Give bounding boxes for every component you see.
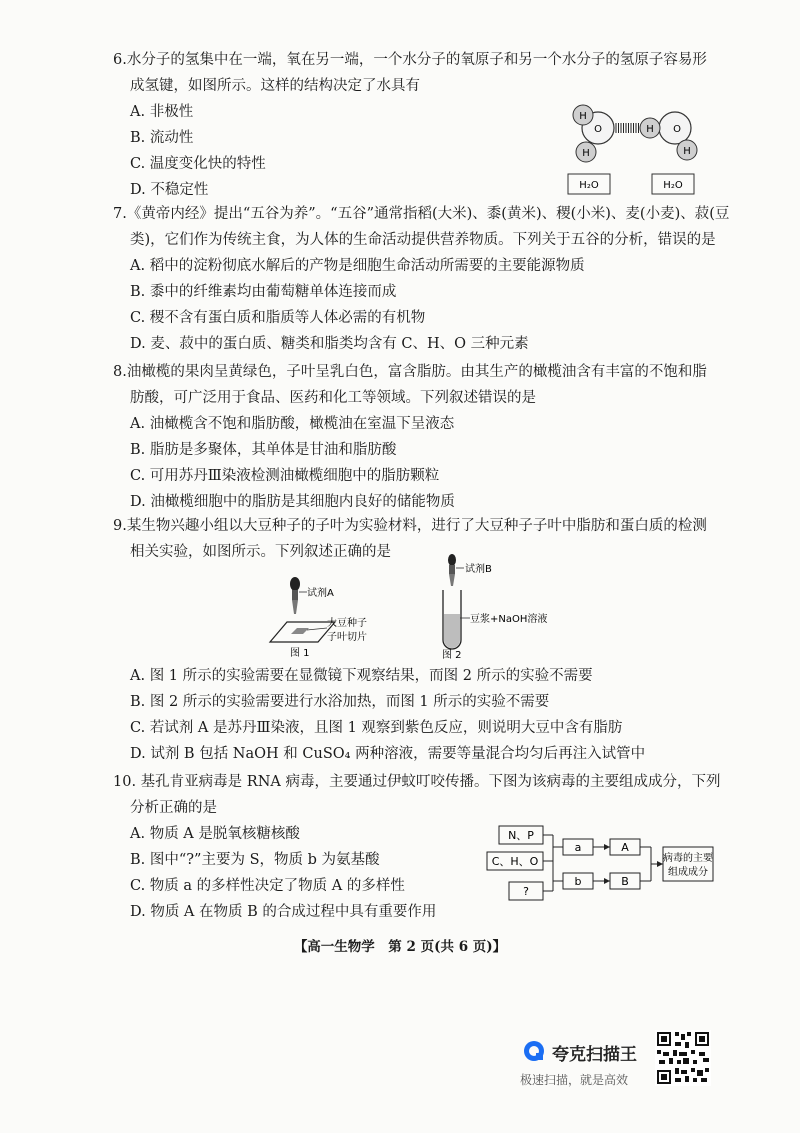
q10-option-d: D. 物质 A 在物质 B 的合成过程中具有重要作用 [130, 904, 437, 920]
q9-fig1-sample-line2: 子叶切片 [327, 632, 367, 643]
q10-option-b: B. 图中“?”主要为 S，物质 b 为氨基酸 [130, 852, 380, 868]
q8-stem-line1: 8.油橄榄的果肉呈黄绿色，子叶呈乳白色，富含脂肪。由其生产的橄榄油含有丰富的不饱和脂 [113, 364, 707, 380]
q8-option-c: C. 可用苏丹Ⅲ染液检测油橄榄细胞中的脂肪颗粒 [130, 468, 440, 484]
q8-option-b: B. 脂肪是多聚体，其单体是甘油和脂肪酸 [130, 442, 397, 458]
q10-box-np: N、P [508, 829, 534, 842]
q9-fig2-reagent-label: 试剂B [465, 564, 492, 575]
q9-fig2-sample-label: 豆浆+NaOH溶液 [470, 614, 548, 625]
q7-stem-line1: 7.《黄帝内经》提出“五谷为养”。“五谷”通常指稻(大米)、黍(黄米)、稷(小米)、麦(小麦)、菽(豆 [113, 206, 730, 222]
q9-fig1-sample-line1: 大豆种子 [327, 618, 367, 629]
q10-box-result-line1: 病毒的主要 [663, 853, 713, 864]
brand-slogan: 极速扫描，就是高效 [520, 1073, 629, 1087]
q8-option-a: A. 油橄榄含不饱和脂肪酸，橄榄油在室温下呈液态 [130, 416, 455, 432]
q9-figure-2 [430, 552, 590, 662]
q8-option-d: D. 油橄榄细胞中的脂肪是其细胞内良好的储能物质 [130, 494, 455, 510]
q9-option-c: C. 若试剂 A 是苏丹Ⅲ染液，且图 1 观察到紫色反应，则说明大豆中含有脂肪 [130, 720, 623, 736]
q10-box-question: ? [523, 885, 529, 898]
q10-option-a: A. 物质 A 是脱氧核糖核酸 [130, 826, 300, 842]
q6-oxygen-right: O [673, 124, 681, 135]
q6-label-right: H₂O [663, 180, 683, 191]
q7-option-c: C. 稷不含有蛋白质和脂质等人体必需的有机物 [130, 310, 426, 326]
q10-box-small-a: a [574, 841, 582, 854]
q10-stem-line1: 10. 基孔肯亚病毒是 RNA 病毒，主要通过伊蚊叮咬传播。下图为该病毒的主要组成成分，下列 [113, 774, 721, 790]
q7-option-b: B. 黍中的纤维素均由葡萄糖单体连接而成 [130, 284, 397, 300]
q10-option-c: C. 物质 a 的多样性决定了物质 A 的多样性 [130, 878, 405, 894]
q8-stem-line2: 肪酸，可广泛用于食品、医药和化工等领域。下列叙述错误的是 [130, 390, 536, 406]
q6-hydrogen-bond-figure [560, 98, 710, 200]
q9-option-a: A. 图 1 所示的实验需要在显微镜下观察结果，而图 2 所示的实验不需要 [130, 668, 593, 684]
q6-hydrogen-right-2: H [683, 146, 691, 157]
q10-box-small-b: b [574, 875, 582, 888]
q9-fig1-reagent-label: 试剂A [307, 588, 334, 599]
q6-stem-line2: 成氢键，如图所示。这样的结构决定了水具有 [130, 78, 420, 94]
q10-composition-diagram [485, 822, 715, 910]
qr-code-icon [655, 1030, 711, 1086]
q6-option-a: A. 非极性 [130, 104, 194, 120]
brand-name: 夸克扫描王 [552, 1045, 637, 1065]
q6-oxygen-left: O [594, 124, 602, 135]
q10-stem-line2: 分析正确的是 [130, 800, 217, 816]
q9-figure-1 [265, 570, 415, 660]
page-footer: 【高一生物学 第 2 页(共 6 页)】 [293, 939, 507, 955]
scanner-watermark [520, 1035, 670, 1095]
q7-option-a: A. 稻中的淀粉彻底水解后的产物是细胞生命活动所需要的主要能源物质 [130, 258, 585, 274]
brand-logo-icon [522, 1039, 546, 1063]
q6-hydrogen-left-2: H [582, 148, 590, 159]
q7-option-d: D. 麦、菽中的蛋白质、糖类和脂类均含有 C、H、O 三种元素 [130, 336, 529, 352]
q6-option-d: D. 不稳定性 [130, 182, 209, 198]
q10-box-cho: C、H、O [491, 855, 539, 868]
q10-box-big-b: B [621, 875, 629, 888]
q9-fig1-caption: 图 1 [290, 648, 310, 659]
q7-stem-line2: 类)，它们作为传统主食，为人体的生命活动提供营养物质。下列关于五谷的分析，错误的是 [130, 232, 716, 248]
q6-label-left: H₂O [579, 180, 599, 191]
q6-hydrogen-right-1: H [646, 124, 654, 135]
q9-stem-line1: 9.某生物兴趣小组以大豆种子的子叶为实验材料，进行了大豆种子子叶中脂肪和蛋白质的检测 [113, 518, 707, 534]
q9-stem-line2: 相关实验，如图所示。下列叙述正确的是 [130, 544, 391, 560]
q10-box-big-a: A [621, 841, 629, 854]
q9-fig2-caption: 图 2 [442, 650, 462, 661]
q10-box-result-line2: 组成成分 [668, 867, 708, 878]
q9-option-d: D. 试剂 B 包括 NaOH 和 CuSO₄ 两种溶液，需要等量混合均匀后再注入试管中 [130, 746, 646, 762]
q6-stem-line1: 6.水分子的氢集中在一端，氧在另一端，一个水分子的氧原子和另一个水分子的氢原子容易形 [113, 52, 707, 68]
q6-option-b: B. 流动性 [130, 130, 194, 146]
q6-option-c: C. 温度变化快的特性 [130, 156, 266, 172]
q6-hydrogen-left-1: H [579, 111, 587, 122]
q9-option-b: B. 图 2 所示的实验需要进行水浴加热，而图 1 所示的实验不需要 [130, 694, 550, 710]
